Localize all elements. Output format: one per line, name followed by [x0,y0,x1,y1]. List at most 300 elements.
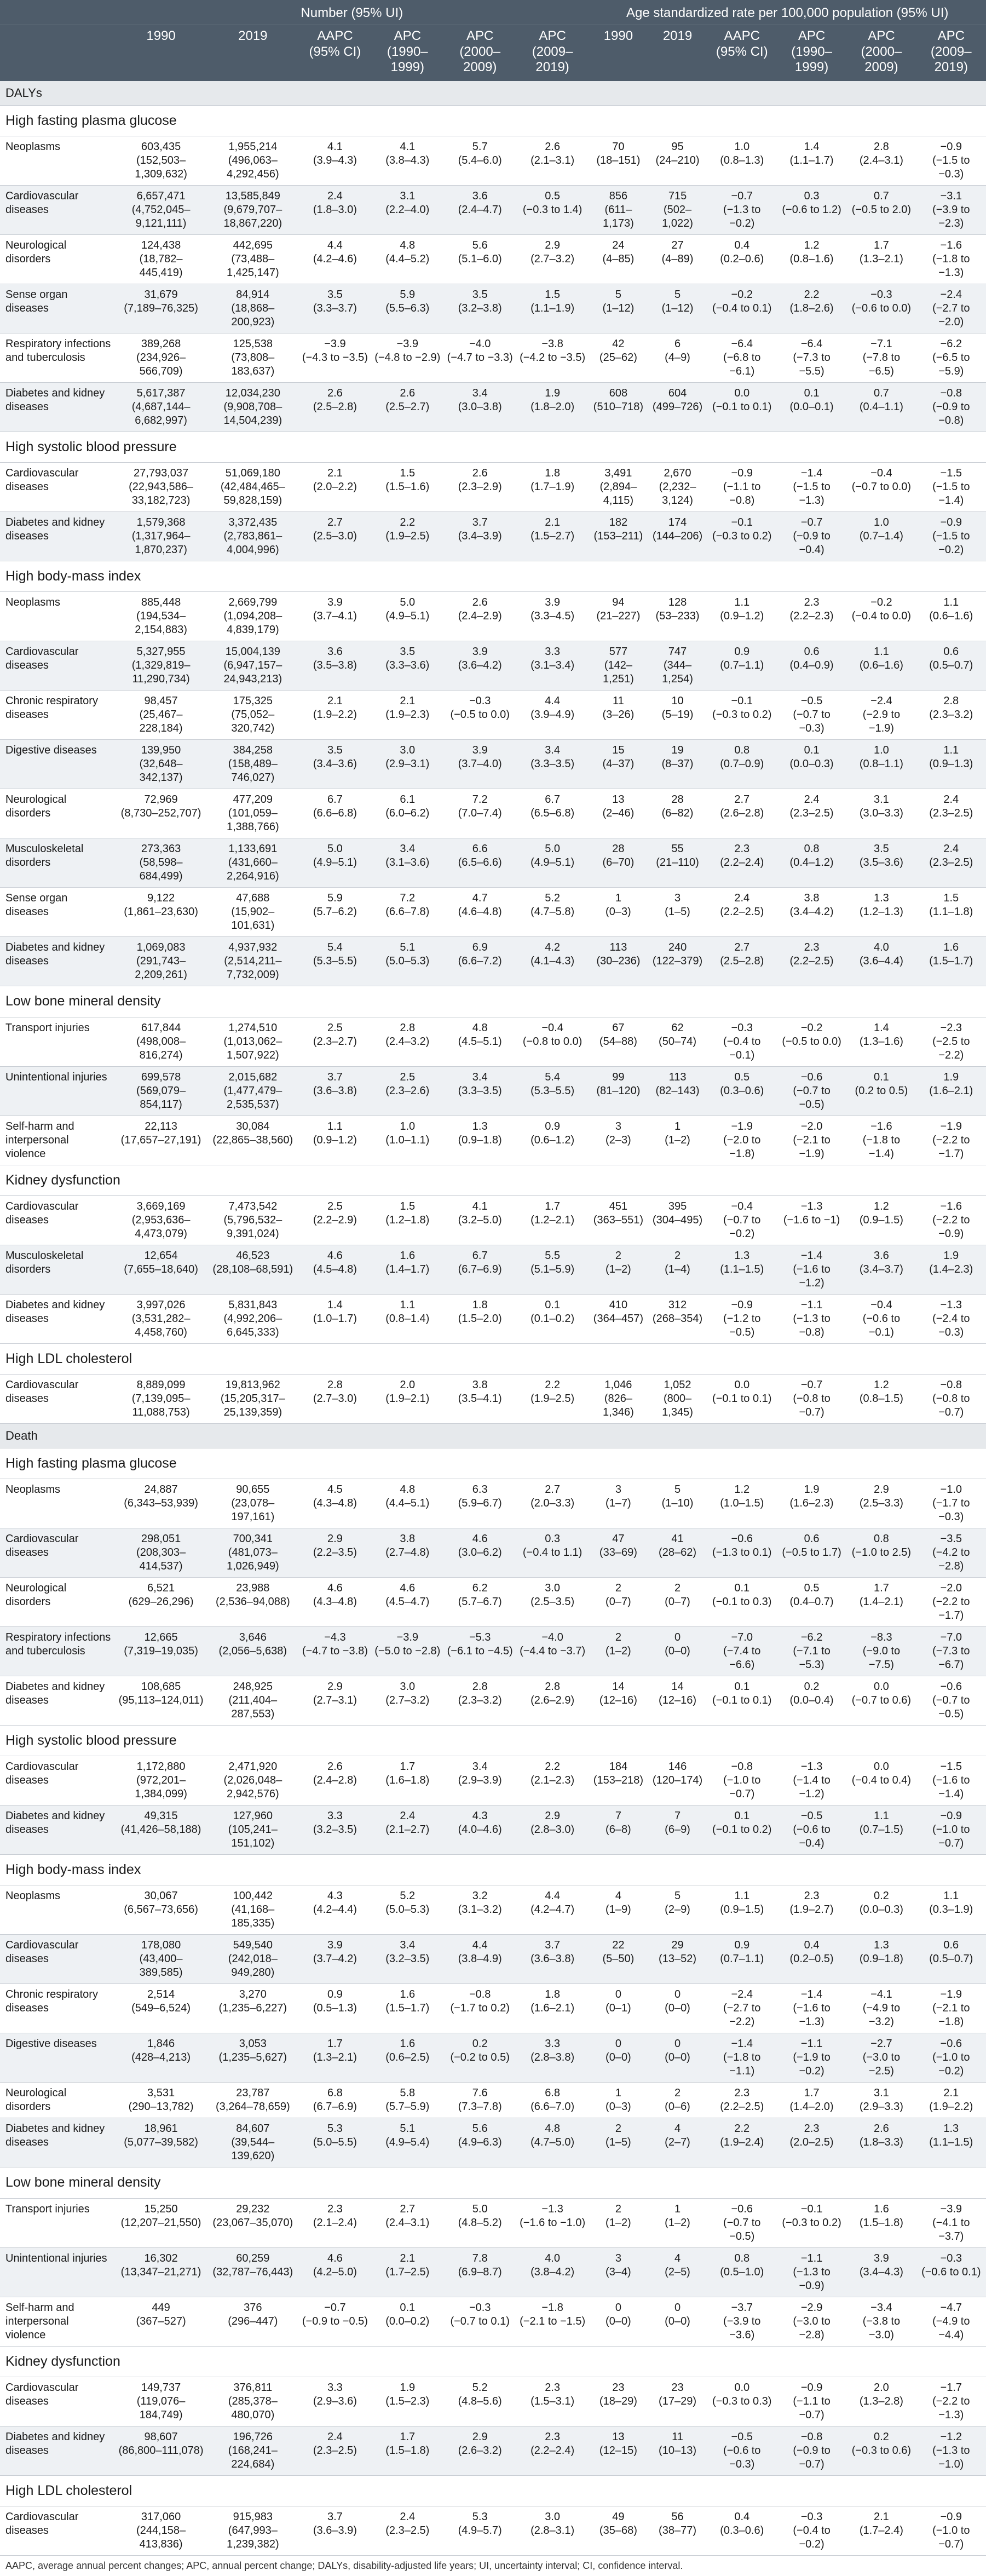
value-cell [707,463,777,512]
value-estimate: 24,887 [144,1483,178,1496]
value-estimate: 2,015,682 [228,1071,278,1083]
value-cell [443,2506,516,2556]
value-interval: (4.9–5.1) [385,610,430,623]
value-estimate: 6,657,471 [136,189,186,202]
value-interval: (4.7–5.0) [531,2136,575,2149]
value-estimate: 0.4 [804,1939,820,1952]
value-cell [443,1577,516,1626]
value-cell [207,463,299,512]
value-cell [207,1935,299,1984]
value-interval: (−4.2 to −2.8) [932,1546,970,1572]
value-estimate: 2 [674,1249,681,1262]
value-interval: (6.0–6.2) [385,807,430,820]
value-estimate: 0.6 [943,1939,959,1952]
value-interval: (0–0) [606,2051,631,2064]
value-estimate: 1.9 [943,1071,959,1083]
value-estimate: 2.7 [734,941,750,954]
value-cell [115,2506,207,2556]
value-interval: (−1.0 to −0.2) [932,2051,970,2078]
value-interval: (431,660–2,264,916) [227,856,279,883]
value-cell [115,2426,207,2475]
value-estimate: 3,531 [147,2087,175,2100]
value-cell [777,136,846,185]
value-estimate: 0 [674,1988,681,2001]
value-estimate: −2.3 [940,1021,962,1034]
value-estimate: 2.3 [804,941,820,954]
value-interval: (2,514,211–7,732,009) [224,955,282,981]
value-estimate: 1.1 [734,1890,750,1902]
value-interval: (5.0–5.3) [385,955,430,968]
risk-factor-row [0,1448,986,1479]
value-interval: (1–2) [606,2216,631,2229]
value-cell [516,1245,589,1294]
value-estimate: 6.9 [472,941,488,954]
value-estimate: 1.3 [943,2123,959,2135]
value-estimate: 1.1 [400,1298,416,1311]
value-interval: (972,201–1,384,099) [135,1774,187,1801]
value-cell [916,284,986,333]
value-estimate: 395 [668,1200,687,1212]
value-estimate: 196,726 [233,2430,273,2443]
value-estimate: −2.4 [731,1988,753,2001]
value-estimate: 4.7 [472,892,488,905]
value-estimate: −0.4 [870,1298,892,1311]
value-interval: (5.7–5.9) [385,2101,430,2113]
value-cell [443,1245,516,1294]
value-estimate: 139,950 [141,744,181,757]
value-interval: (32,648–342,137) [139,758,183,784]
value-estimate: 4.1 [472,1200,488,1212]
value-interval: (−2.2 to −1.7) [932,1595,970,1622]
value-estimate: 0 [615,2038,621,2050]
value-cell [589,888,648,937]
value-cell [299,1116,371,1165]
value-interval: (7,189–76,325) [124,302,198,314]
value-cell [516,1116,589,1165]
value-estimate: 2.4 [943,794,959,806]
value-estimate: 23 [671,2381,684,2394]
value-interval: (2.9–3.3) [859,2101,903,2113]
value-estimate: 2.1 [873,2511,889,2523]
value-estimate: 5.2 [400,1890,416,1902]
table-row [0,838,986,888]
value-interval: (−0.3 to 1.4) [522,203,583,216]
value-cell [443,1528,516,1577]
value-interval: (−0.9 to −0.5) [302,2315,368,2327]
value-interval: (2.7–3.2) [385,1694,430,1706]
table-row [0,937,986,986]
value-interval: (1.1–1.9) [531,302,575,314]
value-interval: (826–1,346) [603,1393,634,1419]
value-estimate: 19 [671,744,684,757]
value-estimate: 0.5 [545,189,560,202]
table-row [0,185,986,234]
value-estimate: 2 [615,1249,621,1262]
value-interval: (2.2–2.4) [531,2444,575,2457]
value-interval: (−1.3 to −0.8) [793,1312,831,1338]
value-cell [707,2297,777,2346]
table-row [0,1528,986,1577]
value-interval: (30–236) [596,955,641,968]
value-estimate: 5.4 [545,1071,560,1083]
value-cell [648,740,707,789]
cause-cell: Cardiovascular diseases [0,641,115,691]
value-estimate: 23,787 [236,2087,270,2100]
value-estimate: 1.3 [472,1120,488,1132]
value-estimate: −0.1 [731,516,753,529]
value-cell [648,2506,707,2556]
value-estimate: 1.9 [804,1483,820,1496]
value-estimate: 41 [671,1532,684,1545]
value-cell [516,740,589,789]
value-cell [516,234,589,284]
value-estimate: 0.2 [472,2038,488,2050]
value-cell [299,1756,371,1806]
value-cell [371,2377,443,2426]
value-cell [516,512,589,561]
value-cell [589,2118,648,2167]
value-interval: (3,264–78,659) [215,2101,290,2113]
value-cell [115,1116,207,1165]
value-cell [846,382,916,432]
value-estimate: 3.0 [400,1680,416,1693]
value-interval: (3.4–4.2) [789,906,834,918]
value-interval: (7,655–18,640) [124,1263,198,1275]
value-cell [516,691,589,740]
value-cell [916,1195,986,1245]
value-interval: (−1.0 to −0.7) [932,2525,970,2551]
value-cell [777,1756,846,1806]
value-interval: (2.1–3.1) [531,154,575,166]
value-interval: (4.2–4.4) [313,1904,357,1916]
value-interval: (2.3–2.5) [789,807,834,820]
value-estimate: 7.6 [472,2087,488,2100]
value-cell [299,1626,371,1676]
value-estimate: 28 [612,843,625,855]
value-estimate: 2.1 [400,695,416,708]
value-interval: (−0.4 to −0.1) [723,1035,761,1061]
value-interval: (4.5–5.1) [458,1035,502,1048]
value-interval: (0.8–1.6) [789,252,834,265]
value-cell [589,185,648,234]
value-estimate: −0.8 [731,1761,753,1773]
value-interval: (−1.1 to −0.8) [723,481,761,507]
value-estimate: 24 [612,239,625,251]
value-cell [371,2247,443,2297]
value-estimate: 5.0 [327,843,343,855]
cause-cell: Self-harm and interpersonal violence [0,1116,115,1165]
value-interval: (−2.5 to −2.2) [932,1035,970,1061]
value-interval: (1.4–2.3) [929,1263,973,1275]
table-row [0,789,986,838]
value-cell [299,136,371,185]
value-cell [516,1806,589,1855]
value-cell [707,1116,777,1165]
value-interval: (0.6–1.6) [859,659,903,672]
value-interval: (−1.6 to −1) [783,1214,840,1226]
value-cell [516,333,589,382]
value-interval: (2.2–4.0) [385,203,430,216]
value-cell [371,1676,443,1725]
value-cell [299,512,371,561]
value-cell [707,1066,777,1116]
value-cell [443,1935,516,1984]
value-cell [707,1528,777,1577]
cause-cell: Transport injuries [0,1017,115,1066]
value-estimate: 3,053 [239,2038,267,2050]
value-estimate: −1.4 [800,467,823,480]
cause-cell: Neoplasms [0,1479,115,1528]
value-cell [371,1375,443,1424]
value-cell [371,789,443,838]
value-cell [443,1885,516,1935]
value-interval: (−0.6 to 0.1) [921,2266,981,2278]
value-interval: (−1.9 to −0.2) [793,2051,831,2078]
value-estimate: 3.1 [873,794,889,806]
value-interval: (3.4–3.7) [859,1263,903,1275]
value-cell [916,382,986,432]
value-cell [916,1375,986,1424]
value-interval: (12–16) [599,1694,637,1706]
value-interval: (3.6–3.8) [531,1953,575,1965]
value-estimate: 2.4 [804,794,820,806]
value-interval: (25,467–228,184) [139,709,183,735]
value-cell [589,2377,648,2426]
value-interval: (363–551) [593,1214,643,1226]
value-cell [207,2297,299,2346]
value-estimate: 384,258 [233,744,273,757]
value-cell [707,740,777,789]
value-interval: (7.0–7.4) [458,807,502,820]
value-cell [846,284,916,333]
value-cell [777,2118,846,2167]
value-interval: (5.1–5.9) [531,1263,575,1275]
value-cell [589,2426,648,2475]
value-cell [371,284,443,333]
cause-cell: Digestive diseases [0,740,115,789]
value-estimate: 7 [674,1810,681,1822]
value-interval: (3.9–4.9) [531,709,575,721]
value-estimate: −1.4 [800,1249,823,1262]
value-estimate: 127,960 [233,1810,273,1822]
value-estimate: 1 [674,2203,681,2215]
value-interval: (647,993–1,239,382) [227,2525,279,2551]
value-cell [115,2377,207,2426]
value-cell [299,2377,371,2426]
header-col-10: APC (2000– 2009) [846,25,916,81]
value-estimate: 6 [674,337,681,350]
value-estimate: 312 [668,1298,687,1311]
value-estimate: 5.6 [472,2123,488,2135]
value-cell [115,1626,207,1676]
table-row [0,382,986,432]
value-cell [707,1806,777,1855]
value-interval: (6.6–7.8) [385,906,430,918]
value-interval: (3.3–4.5) [531,610,575,623]
value-cell [648,2083,707,2118]
value-cell [846,1756,916,1806]
value-cell [916,1626,986,1676]
value-cell [777,2506,846,2556]
value-estimate: −0.8 [469,1988,491,2001]
value-interval: (2,026,048–2,942,576) [223,1774,282,1801]
value-estimate: 2.2 [545,1379,560,1392]
value-estimate: 617,844 [141,1021,181,1034]
value-cell [707,1294,777,1343]
risk-factor-row [0,432,986,462]
value-estimate: 1.6 [873,2203,889,2215]
value-cell [299,641,371,691]
value-estimate: −0.9 [800,2381,823,2394]
value-interval: (234,926–566,709) [136,351,186,377]
value-interval: (2.7–4.8) [385,1546,430,1559]
value-estimate: 125,538 [233,337,273,350]
value-cell [589,284,648,333]
risk-factor-title: High body-mass index [0,1855,986,1885]
value-estimate: 3.2 [472,1890,488,1902]
value-cell [443,136,516,185]
value-cell [846,592,916,641]
value-cell [648,185,707,234]
value-interval: (6.5–6.8) [531,807,575,820]
value-cell [115,1375,207,1424]
value-interval: (6,567–73,656) [124,1904,198,1916]
value-cell [777,2247,846,2297]
value-interval: (4.3–4.8) [313,1497,357,1509]
value-interval: (7.3–7.8) [458,2101,502,2113]
value-interval: (23,067–35,070) [212,2216,293,2229]
value-cell [115,2033,207,2083]
value-estimate: 0.5 [734,1071,750,1083]
value-interval: (25–62) [599,351,637,364]
value-cell [846,1116,916,1165]
value-interval: (50–74) [659,1035,696,1048]
value-interval: (−0.7 to −0.5) [932,1694,970,1720]
value-interval: (−4.1 to −3.7) [932,2216,970,2242]
value-estimate: 0.8 [873,1532,889,1545]
value-estimate: 0 [674,2038,681,2050]
table-row [0,740,986,789]
cause-cell: Sense organ diseases [0,284,115,333]
value-cell [299,789,371,838]
value-estimate: 2.6 [327,1761,343,1773]
value-cell [371,2083,443,2118]
value-cell [707,2506,777,2556]
value-estimate: 1.7 [400,2430,416,2443]
value-estimate: 3,491 [604,467,632,480]
value-interval: (−7.3 to −5.5) [793,351,831,377]
value-interval: (2.4–4.7) [458,203,502,216]
value-cell [707,1626,777,1676]
value-cell [371,691,443,740]
value-cell [916,641,986,691]
table-row [0,1984,986,2033]
value-cell [443,2033,516,2083]
value-interval: (7,319–19,035) [124,1645,198,1657]
value-estimate: 29,232 [236,2203,270,2215]
value-estimate: 451 [609,1200,628,1212]
value-cell [916,1935,986,1984]
value-cell [589,1577,648,1626]
value-cell [115,2118,207,2167]
value-cell [648,1294,707,1343]
value-estimate: 2,514 [147,1988,175,2001]
value-interval: (−0.2 to 0.5) [450,2051,510,2064]
value-estimate: −1.3 [800,1761,823,1773]
value-interval: (144–206) [652,530,703,543]
value-cell [589,1116,648,1165]
value-cell [207,1375,299,1424]
value-cell [516,1017,589,1066]
value-estimate: 3.6 [472,189,488,202]
risk-factor-title: High systolic blood pressure [0,1725,986,1756]
value-interval: (1,013,062–1,507,922) [223,1035,282,1061]
value-interval: (−0.5 to 0.0) [782,1035,841,1048]
value-interval: (−4.7 to −3.3) [447,351,513,364]
value-cell [516,463,589,512]
section-row [0,1424,986,1448]
value-cell [115,333,207,382]
value-cell [371,333,443,382]
value-estimate: 30,084 [236,1120,270,1132]
value-cell [115,284,207,333]
value-cell [516,2506,589,2556]
value-interval: (13,347–21,271) [120,2266,201,2278]
value-cell [516,838,589,888]
cause-cell: Diabetes and kidney diseases [0,2118,115,2167]
value-interval: (−1.5 to −1.3) [793,481,831,507]
value-interval: (32,787–76,443) [212,2266,293,2278]
value-cell [443,1116,516,1165]
value-interval: (−0.9 to −0.7) [793,2444,831,2470]
value-interval: (4.4–5.2) [385,252,430,265]
value-cell [916,1245,986,1294]
value-cell [707,136,777,185]
value-cell [589,463,648,512]
value-cell [589,1375,648,1424]
value-estimate: 4.8 [545,2123,560,2135]
value-cell [115,512,207,561]
table-row [0,2118,986,2167]
value-estimate: 55 [671,843,684,855]
value-estimate: 915,983 [233,2511,273,2523]
value-cell [648,2198,707,2247]
value-interval: (2,056–5,638) [218,1645,287,1657]
value-interval: (0.5–1.0) [720,2266,764,2278]
value-estimate: 184 [609,1761,628,1773]
value-estimate: 1 [615,2087,621,2100]
value-estimate: 0.7 [873,189,889,202]
value-interval: (−0.8 to −0.7) [932,1393,970,1419]
value-cell [207,1806,299,1855]
value-interval: (0–7) [606,1595,631,1608]
value-interval: (12,207–21,550) [120,2216,201,2229]
value-estimate: 3.0 [400,744,416,757]
value-estimate: −0.7 [731,189,753,202]
value-cell [207,1676,299,1725]
table-row [0,2083,986,2118]
value-cell [207,1984,299,2033]
cause-cell: Cardiovascular diseases [0,1195,115,1245]
value-cell [299,2083,371,2118]
value-cell [115,888,207,937]
value-interval: (1.7–2.4) [859,2525,903,2537]
value-interval: (2.7–3.2) [531,252,575,265]
value-interval: (12–16) [659,1694,696,1706]
value-cell [115,2247,207,2297]
value-estimate: 15 [612,744,625,757]
value-estimate: 3.9 [545,596,560,609]
